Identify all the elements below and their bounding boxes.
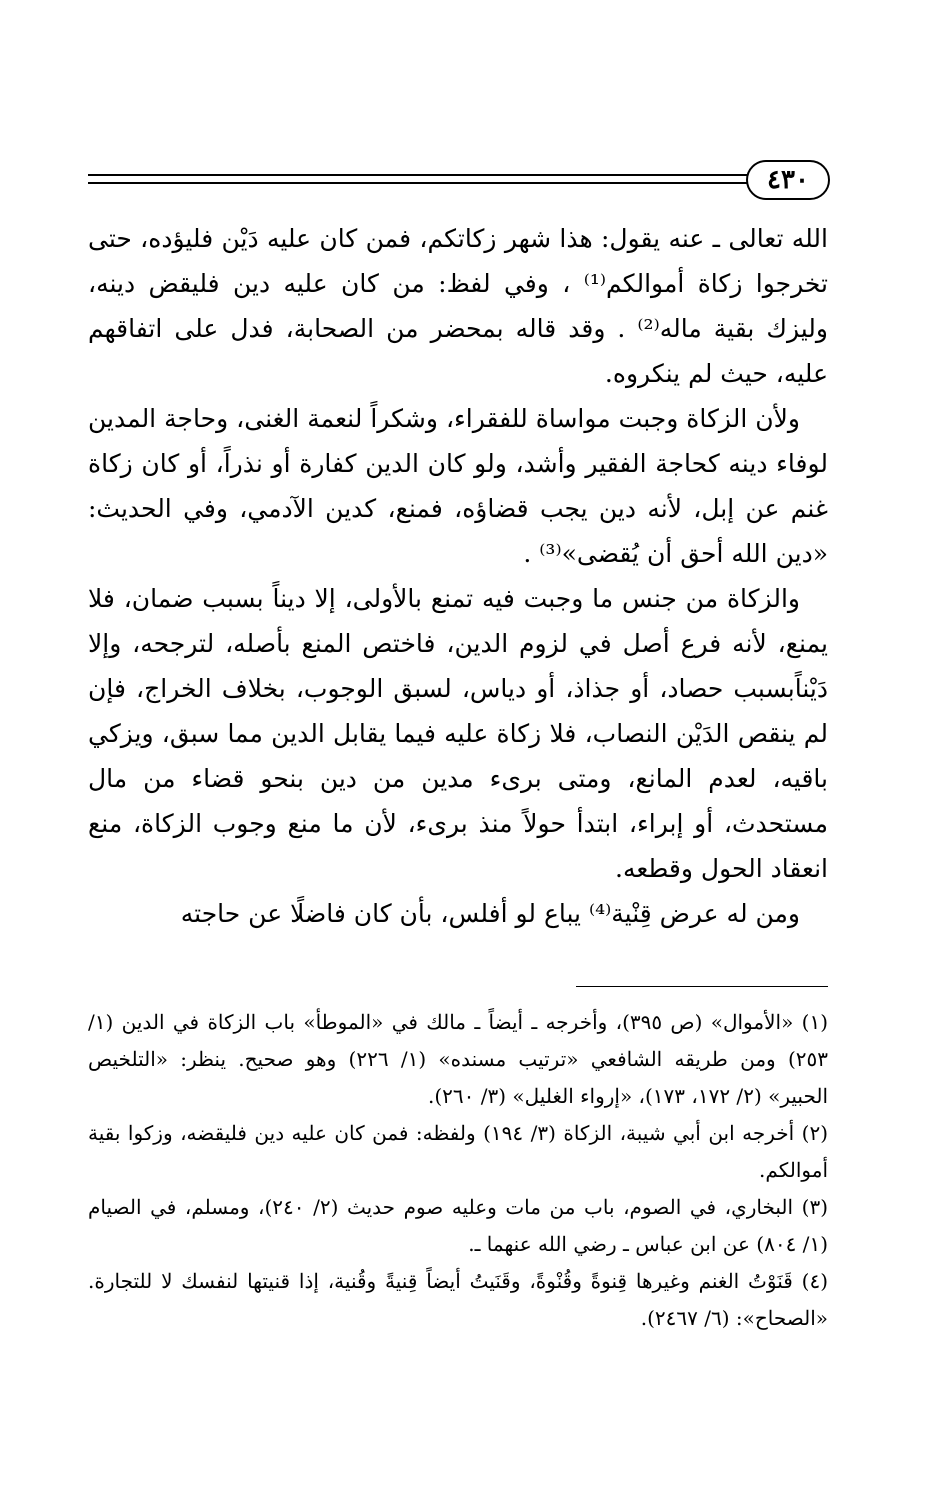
footnote-separator bbox=[576, 986, 828, 987]
paragraph-3: والزكاة من جنس ما وجبت فيه تمنع بالأولى، إلا ديناً بسبب ضمان، فلا يمنع، لأنه فرع أصل في لزوم الدين، فاختص المنع بأصله، لترجحه، وإلا دَيْناًبسبب حصاد، أو جذاذ، أو دياس، لسبق الوجوب، بخلاف الخراج، فإن لم ينقص الدَيْن النصاب، فلا زكاة عليه فيما يقابل الدين مما سبق، ويزكي باقيه، لعدم المانع، ومتى برىء مدين من دين بنحو قضاء من مال مستحدث، أو إبراء، ابتدأ حولاً منذ برىء، لأن ما منع وجوب الزكاة، منع انعقاد الحول وقطعه. bbox=[88, 584, 828, 883]
footnote-1: (١) «الأموال» (ص ٣٩٥)، وأخرجه ـ أيضاً ـ مالك في «الموطأ» باب الزكاة في الدين (١/ ٢٥٣) ومن طريقه الشافعي «ترتيب مسنده» (١/ ٢٢٦) وهو صحيح. ينظر: «التلخيص الحبير» (٢/ ١٧٢، ١٧٣)، «إرواء الغليل» (٣/ ٢٦٠). bbox=[88, 1010, 828, 1108]
paragraph-2: ولأن الزكاة وجبت مواساة للفقراء، وشكراً لنعمة الغنى، وحاجة المدين لوفاء دينه كحاجة الفقير وأشد، ولو كان الدين كفارة أو نذراً، أو كان زكاة غنم عن إبل، لأنه دين يجب قضاؤه، فمنع، كدين الآدمي، وفي الحديث: «دين الله أحق أن يُقضى»⁽³⁾ . bbox=[88, 404, 828, 568]
main-text bbox=[88, 216, 828, 936]
header-rule-bottom bbox=[88, 182, 750, 184]
page-number: ٤٣٠ bbox=[746, 160, 830, 200]
paragraph-1: الله تعالى ـ عنه يقول: هذا شهر زكاتكم، فمن كان عليه دَيْن فليؤده، حتى تخرجوا زكاة أموالكم⁽¹⁾ ، وفي لفظ: من كان عليه دين فليقض دينه، وليزك بقية ماله⁽²⁾ . وقد قاله بمحضر من الصحابة، فدل على اتفاقهم عليه، حيث لم ينكروه. bbox=[88, 224, 828, 388]
paragraph-4: ومن له عرض قِنْية⁽⁴⁾ يباع لو أفلس، بأن كان فاضلًا عن حاجته bbox=[180, 899, 800, 928]
footnotes bbox=[88, 1004, 828, 1337]
header-rule-top bbox=[88, 174, 750, 176]
footnote-2: (٢) أخرجه ابن أبي شيبة، الزكاة (٣/ ١٩٤) ولفظه: فمن كان عليه دين فليقضه، وزكوا بقية أموالكم. bbox=[88, 1121, 828, 1182]
footnote-3: (٣) البخاري، في الصوم، باب من مات وعليه صوم حديث (٢/ ٢٤٠)، ومسلم، في الصيام (١/ ٨٠٤) عن ابن عباس ـ رضي الله عنهما ـ. bbox=[88, 1195, 828, 1256]
page-header bbox=[88, 160, 868, 204]
footnote-4: (٤) قَنَوْتُ الغنم وغيرها قِنوةً وقُنْوةً، وقَنَيتُ أيضاً قِنيةً وقُنية، إذا قنيتها لنفسك لا للتجارة. «الصحاح»: (٦/ ٢٤٦٧). bbox=[88, 1269, 828, 1330]
